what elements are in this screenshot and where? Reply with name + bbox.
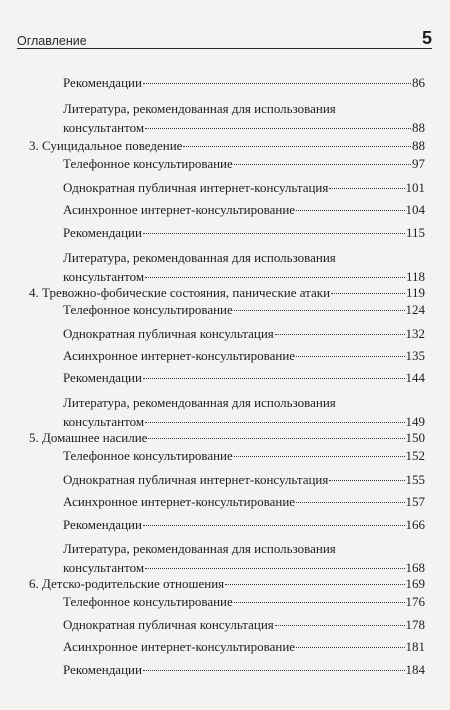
dot-leader [275,625,405,626]
toc-entry-title: 3. Суицидальное поведение [29,138,183,153]
toc-page-number: 124 [405,302,425,317]
toc-entry-line [63,660,425,679]
toc-entry-line [63,346,425,365]
dot-leader [296,647,404,648]
toc-entry-line [63,637,425,656]
toc-entry-title-continuation: консультантом [63,414,145,429]
toc-page-number: 155 [405,472,425,487]
toc-entry [63,200,425,219]
toc-page-number: 178 [405,617,425,632]
dot-leader [143,233,405,234]
toc-page-number: 149 [405,414,425,429]
toc-page-number: 97 [412,156,425,171]
toc-entry [63,393,425,431]
toc-entry-title: 5. Домашнее насилие [29,430,148,445]
dot-leader [225,584,404,585]
toc-page-number: 144 [405,370,425,385]
toc-entry-title: Однократная публичная консультация [63,617,274,632]
toc-page-number: 86 [412,75,425,90]
dot-leader [296,210,404,211]
toc-page-number: 101 [405,180,425,195]
toc-entry-title-continuation: консультантом [63,560,145,575]
toc-entry-line [29,428,425,447]
toc-entry-title: Рекомендации [63,75,142,90]
toc-entry-line [63,324,425,343]
dot-leader [183,146,411,147]
toc-entry-title: Телефонное консультирование [63,448,233,463]
toc-page-number: 119 [405,285,425,300]
toc-entry [63,99,425,137]
toc-entry [63,368,425,387]
toc-page-number: 135 [405,348,425,363]
toc-page-number: 150 [405,430,425,445]
running-head [17,22,432,49]
toc-entry-title: Телефонное консультирование [63,156,233,171]
running-title: Оглавление [17,34,87,48]
toc-chapter-entry [29,574,425,593]
toc-page-number: 152 [405,448,425,463]
toc-entry [63,324,425,343]
toc-entry-line [63,470,425,489]
dot-leader [275,334,405,335]
toc-entry-line [63,200,425,219]
toc-entry-line [63,446,425,465]
dot-leader [234,310,405,311]
toc-entry [63,492,425,511]
toc-chapter-entry [29,136,425,155]
dot-leader [143,83,411,84]
toc-entry-line [63,154,425,173]
toc-entry-line [63,492,425,511]
toc-entry [63,615,425,634]
toc-entry-line [29,136,425,155]
toc-chapter-entry [29,428,425,447]
dot-leader [329,188,404,189]
toc-entry [63,154,425,173]
toc-page-number: 118 [405,269,425,284]
toc-entry-line [29,574,425,593]
dot-leader [148,438,404,439]
toc-entry [63,539,425,577]
dot-leader [145,128,411,129]
toc-entry-title: Литература, рекомендованная для использования [63,101,336,116]
toc-entry [63,660,425,679]
dot-leader [143,670,405,671]
toc-entry-title: Рекомендации [63,225,142,240]
toc-entry-title: Рекомендации [63,370,142,385]
dot-leader [143,378,405,379]
dot-leader [296,502,404,503]
toc-entry-title: Асинхронное интернет-консультирование [63,348,296,363]
toc-entry [63,248,425,286]
toc-entry-title: Асинхронное интернет-консультирование [63,639,296,654]
toc-entry-line [63,178,425,197]
toc-page-number: 184 [405,662,425,677]
toc-entry-line [63,515,425,534]
toc-entry-title: Литература, рекомендованная для использования [63,250,336,265]
toc-entry [63,446,425,465]
toc-entry-line [63,73,425,92]
toc-entry-title: Литература, рекомендованная для использования [63,395,336,410]
toc-page-number: 168 [405,560,425,575]
toc-page-number: 169 [405,576,425,591]
dot-leader [331,293,405,294]
toc-entry [63,223,425,242]
toc-entry-title: Асинхронное интернет-консультирование [63,202,296,217]
toc-entry-title: Асинхронное интернет-консультирование [63,494,296,509]
toc-page-number: 132 [405,326,425,341]
toc-entry-title: Однократная публичная интернет-консультация [63,472,329,487]
toc-page-number: 88 [412,120,425,135]
dot-leader [234,164,411,165]
toc-entry [63,73,425,92]
toc-page-number: 181 [405,639,425,654]
toc-entry-title: Рекомендации [63,662,142,677]
toc-page-number: 88 [412,138,425,153]
toc-entry [63,300,425,319]
dot-leader [234,602,405,603]
dot-leader [234,456,405,457]
toc-entry [63,637,425,656]
toc-entry-title: Телефонное консультирование [63,302,233,317]
toc-entry-title: 6. Детско-родительские отношения [29,576,225,591]
toc-entry-title: 4. Тревожно-фобические состояния, панические атаки [29,285,331,300]
toc-page-number: 115 [405,225,425,240]
dot-leader [329,480,404,481]
toc-page-number: 104 [405,202,425,217]
toc-entry-title: Рекомендации [63,517,142,532]
toc-entry-title: Телефонное консультирование [63,594,233,609]
toc-entry [63,592,425,611]
toc-entry [63,515,425,534]
toc-entry [63,470,425,489]
dot-leader [145,422,404,423]
toc-entry-line [63,592,425,611]
dot-leader [296,356,404,357]
dot-leader [145,277,405,278]
dot-leader [143,525,405,526]
toc-entry-title: Литература, рекомендованная для использования [63,541,336,556]
page-number: 5 [421,28,432,48]
toc-entry-line [63,223,425,242]
toc-entry-line [63,300,425,319]
toc-entry [63,178,425,197]
toc-entry-line [63,368,425,387]
toc-entry-title: Однократная публичная консультация [63,326,274,341]
toc-entry-title: Однократная публичная интернет-консультация [63,180,329,195]
toc-entry [63,346,425,365]
dot-leader [145,568,404,569]
toc-entry-title-continuation: консультантом [63,120,145,135]
toc-page-number: 157 [405,494,425,509]
toc-page-number: 166 [405,517,425,532]
toc-page-number: 176 [405,594,425,609]
toc-entry-line [63,615,425,634]
toc-entry-line [63,118,425,137]
toc-entry-title-continuation: консультантом [63,269,145,284]
